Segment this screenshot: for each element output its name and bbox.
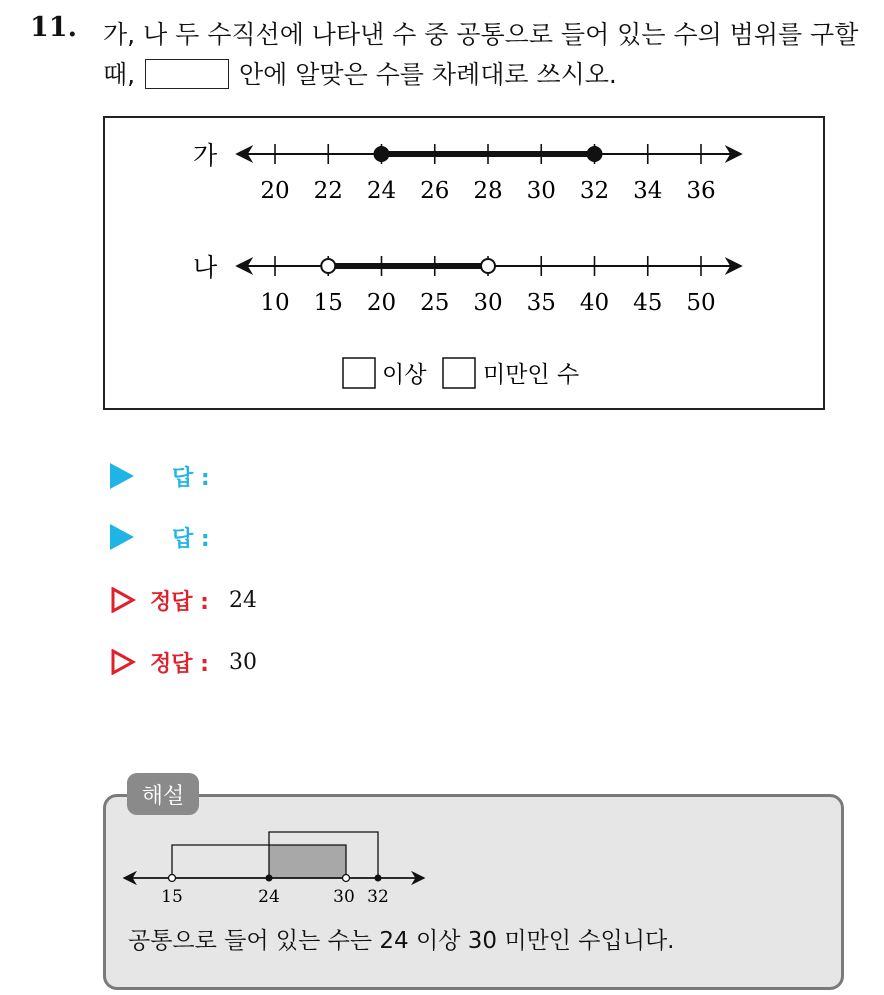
answer-arrow-icon [110,463,134,489]
line-ga-tick-label-32: 32 [579,178,610,204]
caption-box-2 [443,358,475,388]
correct-row-1 [110,583,257,617]
line-na-tick-label-20: 20 [366,290,397,316]
solution-overlap-region [269,845,346,878]
line-na-tick-label-25: 25 [420,290,450,316]
line-na-tick-label-30: 30 [473,290,503,316]
correct-label-2: 정답 : [150,651,209,677]
line-na-tick-label-35: 35 [526,290,556,316]
solution-point-15 [169,875,176,882]
answer-row-2 [110,520,210,554]
line-na-start-point [321,259,335,273]
solution-tick-label-15: 15 [161,887,183,907]
correct-label-1: 정답 : [150,589,209,615]
caption-mid: 이상 [382,362,427,388]
line-ga-tick-label-20: 20 [260,178,290,204]
line-ga-tick-label-24: 24 [366,178,397,204]
line-na-tick-label-15: 15 [313,290,343,316]
number-lines-svg [105,118,825,410]
solution-number-line [120,828,440,908]
line-ga-end-point [588,147,602,161]
solution-tick-label-32: 32 [367,887,389,907]
line-na-end-point [481,259,495,273]
answer-row-1 [110,459,210,493]
solution-point-32 [375,875,382,882]
answer-label-2: 답 : [172,526,210,552]
line-ga-tick-label-34: 34 [633,178,663,204]
caption-box-1 [343,358,375,388]
line-na-label: 나 [193,253,218,282]
question-text-suffix: 안에 알맞은 수를 차례대로 쓰시오. [239,60,617,89]
solution-tab: 해설 [127,773,199,815]
number-line-figure [103,116,825,410]
line-ga-tick-label-30: 30 [526,178,556,204]
question-text-line1: 가, 나 두 수직선에 나타낸 수 중 공통으로 들어 있는 수의 범위를 구할 [103,20,859,49]
solution-tick-label-24: 24 [258,887,280,907]
line-na-tick-label-50: 50 [686,290,716,316]
correct-value-1: 24 [228,587,257,613]
line-ga-tick-label-36: 36 [686,178,716,204]
solution-tick-labels [161,887,389,907]
caption-end: 미만인 수 [483,362,580,388]
line-na-tick-label-45: 45 [633,290,663,316]
line-ga-label: 가 [193,141,218,170]
solution-point-24 [266,875,273,882]
line-ga-tick-label-28: 28 [473,178,503,204]
solution-tick-label-30: 30 [333,887,355,907]
answer-label-1: 답 : [172,465,210,491]
correct-arrow-icon [110,649,136,675]
correct-row-2 [110,645,257,679]
correct-arrow-icon [110,587,136,613]
correct-value-2: 30 [228,649,257,675]
line-ga-tick-label-26: 26 [420,178,450,204]
line-na-tick-label-40: 40 [579,290,610,316]
line-na-tick-label-10: 10 [260,290,290,316]
question-text-prefix: 때, [103,60,136,89]
solution-text: 공통으로 들어 있는 수는 24 이상 30 미만인 수입니다. [128,928,675,954]
line-ga-tick-label-22: 22 [313,178,343,204]
line-ga-start-point [375,147,389,161]
question-text-line2 [103,55,617,91]
solution-point-30 [343,875,350,882]
blank-box [145,59,229,89]
answer-arrow-icon [110,524,134,550]
question-number: 11. [30,12,77,43]
